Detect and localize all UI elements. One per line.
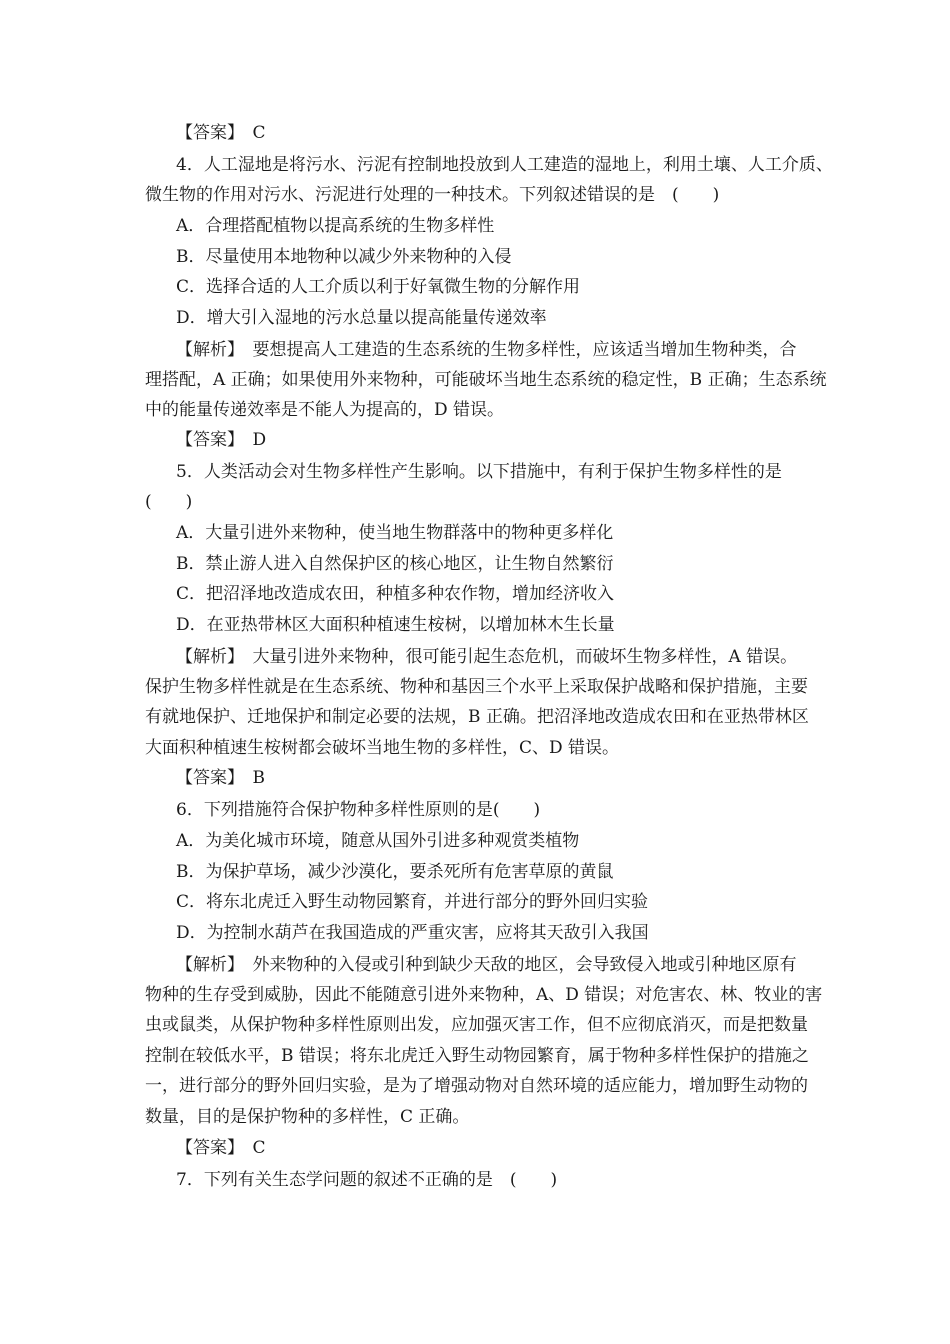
question-6-explanation: 【解析】 外来物种的入侵或引种到缺少天敌的地区，会导致侵入地或引种地区原有 (176, 955, 797, 975)
question-4-explanation-cont: 理搭配，A 正确；如果使用外来物种，可能破坏当地生态系统的稳定性，B 正确；生态系统 (145, 370, 827, 390)
answer-line: 【答案】 C (176, 123, 266, 143)
question-6-option-b: B．为保护草场，减少沙漠化，要杀死所有危害草原的黄鼠 (176, 862, 614, 882)
question-4-option-c: C．选择合适的人工介质以利于好氧微生物的分解作用 (176, 277, 581, 297)
question-4-stem-cont: 微生物的作用对污水、污泥进行处理的一种技术。下列叙述错误的是 ( ) (145, 185, 720, 205)
question-4-stem: 4．人工湿地是将污水、污泥有控制地投放到人工建造的湿地上，利用土壤、人工介质、 (176, 155, 833, 175)
question-7-stem: 7．下列有关生态学问题的叙述不正确的是 ( ) (176, 1170, 558, 1190)
question-5-stem: 5．人类活动会对生物多样性产生影响。以下措施中，有利于保护生物多样性的是 (176, 462, 782, 482)
question-6-option-c: C．将东北虎迁入野生动物园繁育，并进行部分的野外回归实验 (176, 892, 649, 912)
question-5-option-b: B．禁止游人进入自然保护区的核心地区，让生物自然繁衍 (176, 554, 614, 574)
question-6-explanation-cont: 虫或鼠类，从保护物种多样性原则出发，应加强灭害工作，但不应彻底消灭，而是把数量 (145, 1015, 808, 1035)
question-4-explanation: 【解析】 要想提高人工建造的生态系统的生物多样性，应该适当增加生物种类，合 (176, 340, 797, 360)
question-4-option-b: B．尽量使用本地物种以减少外来物种的入侵 (176, 247, 512, 267)
question-5-explanation-cont: 大面积种植速生桉树都会破坏当地生物的多样性，C、D 错误。 (145, 738, 620, 758)
answer-line: 【答案】 B (176, 768, 265, 788)
question-6-explanation-cont: 控制在较低水平，B 错误；将东北虎迁入野生动物园繁育，属于物种多样性保护的措施之 (145, 1046, 809, 1066)
question-6-option-a: A．为美化城市环境，随意从国外引进多种观赏类植物 (176, 831, 580, 851)
question-5-option-a: A．大量引进外来物种，使当地生物群落中的物种更多样化 (176, 523, 614, 543)
question-6-explanation-cont: 物种的生存受到威胁，因此不能随意引进外来物种，A、D 错误；对危害农、林、牧业的害 (145, 985, 823, 1005)
question-4-option-d: D．增大引入湿地的污水总量以提高能量传递效率 (176, 308, 547, 328)
question-6-explanation-cont: 一，进行部分的野外回归实验，是为了增强动物对自然环境的适应能力，增加野生动物的 (145, 1076, 808, 1096)
question-5-explanation-cont: 有就地保护、迁地保护和制定必要的法规，B 正确。把沼泽地改造成农田和在亚热带林区 (145, 707, 809, 727)
question-5-explanation-cont: 保护生物多样性就是在生态系统、物种和基因三个水平上采取保护战略和保护措施，主要 (145, 677, 808, 697)
answer-line: 【答案】 C (176, 1138, 266, 1158)
question-4-option-a: A．合理搭配植物以提高系统的生物多样性 (176, 216, 495, 236)
question-6-stem: 6．下列措施符合保护物种多样性原则的是( ) (176, 800, 541, 820)
question-5-option-d: D．在亚热带林区大面积种植速生桉树，以增加林木生长量 (176, 615, 615, 635)
question-6-option-d: D．为控制水葫芦在我国造成的严重灾害，应将其天敌引入我国 (176, 923, 649, 943)
question-5-explanation: 【解析】 大量引进外来物种，很可能引起生态危机，而破坏生物多样性，A 错误。 (176, 647, 798, 667)
answer-line: 【答案】 D (176, 430, 267, 450)
question-5-option-c: C．把沼泽地改造成农田，种植多种农作物，增加经济收入 (176, 584, 615, 604)
question-6-explanation-cont: 数量，目的是保护物种的多样性，C 正确。 (145, 1107, 470, 1127)
question-4-explanation-cont: 中的能量传递效率是不能人为提高的，D 错误。 (145, 400, 505, 420)
question-5-stem-cont: ( ) (145, 492, 193, 512)
